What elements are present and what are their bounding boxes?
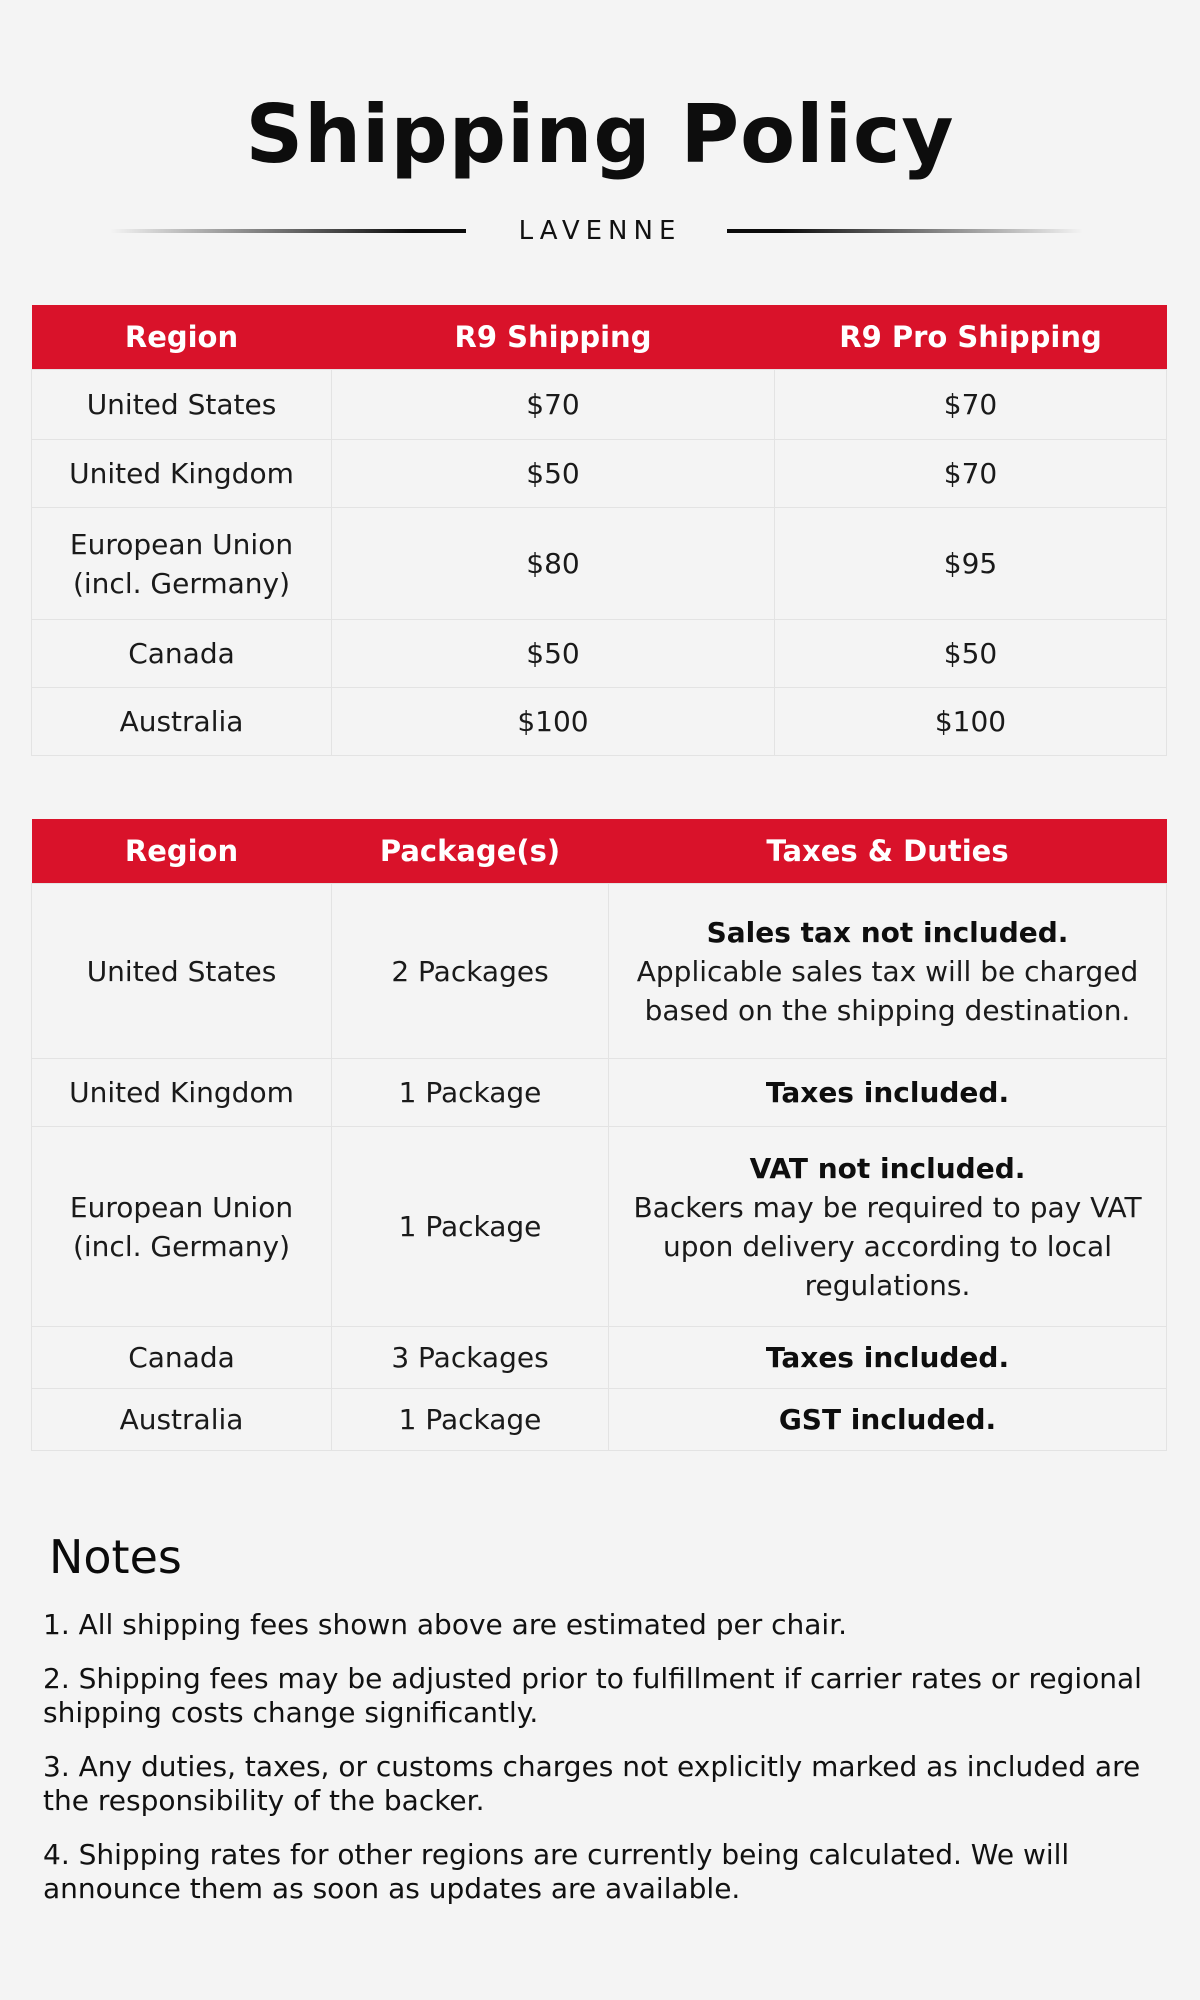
table-header-row xyxy=(32,819,1167,884)
brand-logo: LAVENNE xyxy=(518,216,682,246)
column-header-taxes-duties: Taxes & Duties xyxy=(609,819,1167,884)
r9pro-price-cell: $50 xyxy=(775,620,1167,688)
region-cell: United Kingdom xyxy=(32,1059,332,1127)
packages-cell: 3 Packages xyxy=(332,1327,609,1389)
packages-cell: 1 Package xyxy=(332,1389,609,1451)
region-cell: European Union (incl. Germany) xyxy=(32,1127,332,1327)
column-header-packages: Package(s) xyxy=(332,819,609,884)
packages-cell: 2 Packages xyxy=(332,884,609,1059)
column-header-region: Region xyxy=(32,819,332,884)
taxes-cell xyxy=(609,1127,1167,1327)
table-row xyxy=(32,1389,1167,1451)
column-header-r9-pro-shipping: R9 Pro Shipping xyxy=(775,305,1167,370)
r9-price-cell: $80 xyxy=(332,508,775,620)
r9-price-cell: $100 xyxy=(332,688,775,756)
tax-status: Taxes included. xyxy=(765,1341,1010,1374)
taxes-cell xyxy=(609,1059,1167,1127)
table-row xyxy=(32,688,1167,756)
region-cell: Canada xyxy=(32,1327,332,1389)
table-row xyxy=(32,620,1167,688)
region-cell: European Union (incl. Germany) xyxy=(32,508,332,620)
column-header-region: Region xyxy=(32,305,332,370)
table-row xyxy=(32,370,1167,440)
r9pro-price-cell: $70 xyxy=(775,370,1167,440)
note-item: 1. All shipping fees shown above are estimated per chair. xyxy=(43,1608,848,1641)
tax-note: Applicable sales tax will be charged based on the shipping destination. xyxy=(636,954,1139,1027)
brand-divider xyxy=(0,210,1200,250)
notes-heading: Notes xyxy=(49,1530,182,1584)
column-header-r9-shipping: R9 Shipping xyxy=(332,305,775,370)
r9pro-price-cell: $70 xyxy=(775,440,1167,508)
taxes-cell xyxy=(609,1327,1167,1389)
table-header-row xyxy=(32,305,1167,370)
note-item: 4. Shipping rates for other regions are currently being calculated. We will announce them as soon as updates are available. xyxy=(43,1838,1070,1905)
tax-status: GST included. xyxy=(778,1403,997,1436)
table-row xyxy=(32,1059,1167,1127)
region-cell: United States xyxy=(32,370,332,440)
taxes-cell xyxy=(609,884,1167,1059)
taxes-duties-table xyxy=(31,819,1167,1451)
r9-price-cell: $50 xyxy=(332,440,775,508)
region-cell: Australia xyxy=(32,1389,332,1451)
r9-price-cell: $70 xyxy=(332,370,775,440)
r9pro-price-cell: $95 xyxy=(775,508,1167,620)
notes-list xyxy=(43,1608,1163,1926)
taxes-cell xyxy=(609,1389,1167,1451)
r9-price-cell: $50 xyxy=(332,620,775,688)
divider-line-right xyxy=(727,229,1083,233)
r9pro-price-cell: $100 xyxy=(775,688,1167,756)
note-item: 3. Any duties, taxes, or customs charges not explicitly marked as included are the responsibility of the backer. xyxy=(43,1750,1141,1817)
packages-cell: 1 Package xyxy=(332,1127,609,1327)
table-row xyxy=(32,440,1167,508)
page-title: Shipping Policy xyxy=(245,88,955,181)
region-cell: Canada xyxy=(32,620,332,688)
table-row xyxy=(32,884,1167,1059)
tax-status: VAT not included. xyxy=(749,1151,1026,1185)
table-row xyxy=(32,1127,1167,1327)
note-item: 2. Shipping fees may be adjusted prior to fulfillment if carrier rates or regional shipping costs change significantly. xyxy=(43,1662,1142,1729)
region-cell: Australia xyxy=(32,688,332,756)
tax-status: Taxes included. xyxy=(765,1076,1010,1109)
tax-status: Sales tax not included. xyxy=(706,915,1069,949)
region-cell: United States xyxy=(32,884,332,1059)
region-cell: United Kingdom xyxy=(32,440,332,508)
shipping-rates-table xyxy=(31,305,1167,756)
tax-note: Backers may be required to pay VAT upon delivery according to local regulations. xyxy=(633,1190,1142,1302)
table-row xyxy=(32,1327,1167,1389)
table-row xyxy=(32,508,1167,620)
packages-cell: 1 Package xyxy=(332,1059,609,1127)
